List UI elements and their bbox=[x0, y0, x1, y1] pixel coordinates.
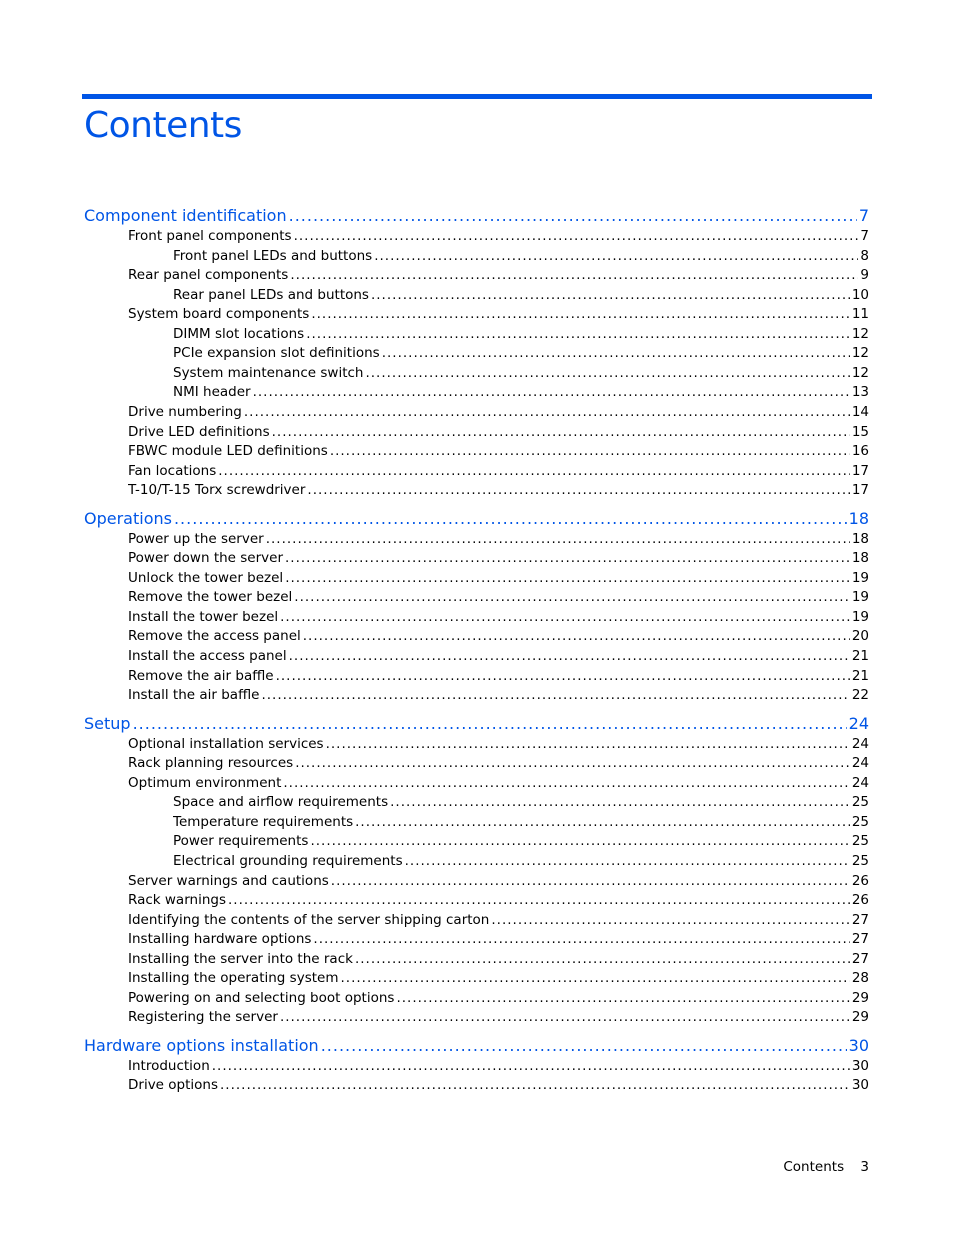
toc-entry-page: 26 bbox=[851, 892, 869, 909]
toc-section-entry[interactable] bbox=[84, 714, 869, 734]
toc-entry-page: 25 bbox=[851, 852, 869, 869]
toc-entry[interactable] bbox=[128, 1057, 869, 1075]
toc-dot-leader bbox=[174, 509, 847, 529]
toc-entry-label: Temperature requirements bbox=[173, 813, 354, 830]
toc-entry-page: 24 bbox=[851, 735, 869, 752]
toc-entry-page: 25 bbox=[851, 794, 869, 811]
top-rule bbox=[82, 94, 872, 99]
toc-dot-leader bbox=[331, 872, 850, 890]
toc-entry[interactable] bbox=[128, 403, 869, 421]
toc-entry-label: FBWC module LED definitions bbox=[128, 443, 328, 460]
toc-entry[interactable] bbox=[128, 608, 869, 626]
toc-entry-label: Fan locations bbox=[128, 462, 217, 479]
toc-dot-leader bbox=[321, 1036, 847, 1056]
toc-dot-leader bbox=[280, 1008, 850, 1026]
toc-entry[interactable] bbox=[128, 774, 869, 792]
toc-entry-label: NMI header bbox=[173, 384, 251, 401]
toc-entry-label: Remove the tower bezel bbox=[128, 589, 293, 606]
toc-dot-leader bbox=[290, 266, 858, 284]
toc-entry-label: Electrical grounding requirements bbox=[173, 852, 403, 869]
toc-entry-page: 21 bbox=[851, 667, 869, 684]
page-footer bbox=[783, 1158, 869, 1176]
toc-entry-page: 28 bbox=[851, 970, 869, 987]
toc-entry-label: PCIe expansion slot definitions bbox=[173, 345, 380, 362]
toc-entry-label: Drive options bbox=[128, 1077, 219, 1094]
toc-entry-label: Power up the server bbox=[128, 530, 264, 547]
toc-entry-label: DIMM slot locations bbox=[173, 325, 305, 342]
toc-entry-page: 19 bbox=[851, 608, 869, 625]
toc-entry[interactable] bbox=[173, 364, 869, 382]
toc-entry[interactable] bbox=[128, 686, 869, 704]
toc-dot-leader bbox=[289, 206, 857, 226]
toc-entry-label: Installing the server into the rack bbox=[128, 950, 353, 967]
toc-dot-leader bbox=[491, 911, 849, 929]
toc-entry-label: Unlock the tower bezel bbox=[128, 569, 284, 586]
toc-dot-leader bbox=[311, 305, 849, 323]
toc-dot-leader bbox=[355, 950, 850, 968]
toc-entry[interactable] bbox=[128, 667, 869, 685]
toc-entry-page: 24 bbox=[851, 755, 869, 772]
toc-dot-leader bbox=[212, 1057, 850, 1075]
toc-entry-page: 27 bbox=[851, 911, 869, 928]
toc-entry-page: 8 bbox=[860, 247, 869, 264]
toc-dot-leader bbox=[340, 969, 849, 987]
toc-dot-leader bbox=[228, 891, 850, 909]
toc-entry[interactable] bbox=[173, 286, 869, 304]
toc-entry[interactable] bbox=[128, 647, 869, 665]
toc-section-entry[interactable] bbox=[84, 1036, 869, 1056]
toc-entry-label: T-10/T-15 Torx screwdriver bbox=[128, 482, 306, 499]
toc-entry-label: Install the access panel bbox=[128, 648, 287, 664]
toc-dot-leader bbox=[280, 608, 850, 626]
toc-entry-page: 10 bbox=[851, 286, 869, 303]
toc-entry[interactable] bbox=[173, 832, 869, 850]
toc-entry-page: 19 bbox=[851, 589, 869, 606]
toc-entry-page: 27 bbox=[851, 931, 869, 948]
toc-entry[interactable] bbox=[128, 462, 869, 480]
toc-entry-page: 24 bbox=[851, 774, 869, 791]
toc-dot-leader bbox=[310, 832, 849, 850]
toc-entry-label: Installing hardware options bbox=[128, 931, 312, 948]
toc-dot-leader bbox=[382, 344, 850, 362]
toc-entry[interactable] bbox=[128, 481, 869, 499]
toc-dot-leader bbox=[244, 403, 850, 421]
toc-entry-label: Drive numbering bbox=[128, 403, 242, 420]
toc-entry-page: 25 bbox=[851, 813, 869, 830]
toc-entry[interactable] bbox=[128, 549, 869, 567]
toc-dot-leader bbox=[261, 686, 849, 704]
toc-entry[interactable] bbox=[128, 930, 869, 948]
toc-entry-label: Hardware options installation bbox=[84, 1035, 319, 1055]
toc-entry-page: 18 bbox=[851, 550, 869, 567]
toc-entry[interactable] bbox=[128, 872, 869, 890]
toc-entry-label: Optimum environment bbox=[128, 774, 282, 791]
toc-entry-page: 30 bbox=[851, 1057, 869, 1074]
toc-dot-leader bbox=[390, 793, 850, 811]
toc-entry[interactable] bbox=[173, 793, 869, 811]
toc-entry-page: 19 bbox=[851, 569, 869, 586]
toc-entry-page: 15 bbox=[851, 423, 869, 440]
toc-dot-leader bbox=[365, 364, 849, 382]
toc-dot-leader bbox=[285, 549, 850, 567]
toc-entry[interactable] bbox=[173, 247, 869, 265]
toc-dot-leader bbox=[285, 569, 850, 587]
toc-dot-leader bbox=[276, 667, 850, 685]
toc-dot-leader bbox=[355, 813, 850, 831]
toc-entry-label: Front panel components bbox=[128, 228, 292, 244]
toc-entry-page: 24 bbox=[848, 713, 869, 733]
toc-entry-page: 29 bbox=[851, 989, 869, 1006]
toc-entry-label: Install the air baffle bbox=[128, 687, 260, 704]
toc-dot-leader bbox=[396, 989, 849, 1007]
toc-entry[interactable] bbox=[128, 423, 869, 441]
toc-entry-page: 17 bbox=[851, 462, 869, 479]
toc-entry-page: 13 bbox=[851, 384, 869, 401]
toc-entry[interactable] bbox=[128, 569, 869, 587]
toc-entry-label: Identifying the contents of the server shipping carton bbox=[128, 911, 490, 928]
toc-entry-label: Powering on and selecting boot options bbox=[128, 989, 395, 1006]
toc-section-entry[interactable] bbox=[84, 206, 869, 226]
toc-entry-label: Power requirements bbox=[173, 833, 309, 850]
toc-entry-label: Rack warnings bbox=[128, 892, 226, 909]
toc-entry-label: Front panel LEDs and buttons bbox=[173, 247, 373, 264]
toc-entry[interactable] bbox=[128, 735, 869, 753]
toc-entry[interactable] bbox=[128, 627, 869, 645]
toc-entry[interactable] bbox=[128, 266, 869, 284]
toc-dot-leader bbox=[220, 1076, 850, 1094]
toc-entry-page: 9 bbox=[860, 267, 869, 284]
toc-entry-label: Operations bbox=[84, 508, 172, 528]
toc-entry-label: Component identification bbox=[84, 206, 287, 225]
toc-entry[interactable] bbox=[173, 325, 869, 343]
toc-dot-leader bbox=[218, 462, 850, 480]
toc-dot-leader bbox=[374, 247, 858, 265]
toc-dot-leader bbox=[306, 325, 850, 343]
toc-entry-label: Space and airflow requirements bbox=[173, 794, 389, 811]
toc-dot-leader bbox=[266, 530, 850, 548]
toc-entry[interactable] bbox=[128, 442, 869, 460]
toc-entry[interactable] bbox=[173, 813, 869, 831]
toc-entry[interactable] bbox=[128, 305, 869, 323]
toc-entry-label: Remove the air baffle bbox=[128, 667, 274, 684]
toc-entry-label: Power down the server bbox=[128, 550, 284, 567]
toc-dot-leader bbox=[326, 735, 850, 753]
toc-entry-label: Optional installation services bbox=[128, 735, 324, 752]
toc-entry-page: 11 bbox=[851, 306, 869, 323]
toc-entry[interactable] bbox=[128, 588, 869, 606]
toc-entry[interactable] bbox=[128, 754, 869, 772]
footer-page-number: 3 bbox=[860, 1159, 869, 1175]
toc-entry[interactable] bbox=[128, 911, 869, 929]
toc-entry-label: System maintenance switch bbox=[173, 364, 364, 381]
toc-entry[interactable] bbox=[128, 227, 869, 245]
toc-entry-page: 16 bbox=[851, 443, 869, 460]
toc-entry-label: Install the tower bezel bbox=[128, 608, 279, 625]
toc-dot-leader bbox=[294, 588, 850, 606]
toc-entry-page: 17 bbox=[851, 482, 869, 499]
toc-entry-page: 30 bbox=[851, 1077, 869, 1094]
toc-entry-page: 18 bbox=[848, 508, 869, 528]
toc-dot-leader bbox=[133, 714, 847, 734]
toc-dot-leader bbox=[253, 383, 850, 401]
toc-dot-leader bbox=[371, 286, 850, 304]
toc-dot-leader bbox=[303, 627, 850, 645]
toc-dot-leader bbox=[295, 754, 850, 772]
toc-entry[interactable] bbox=[128, 530, 869, 548]
footer-section: Contents bbox=[783, 1159, 845, 1175]
toc-dot-leader bbox=[272, 423, 850, 441]
toc-entry-page: 7 bbox=[860, 228, 869, 244]
toc-entry-label: Rack planning resources bbox=[128, 755, 294, 772]
page-title: Contents bbox=[84, 105, 242, 146]
toc-entry-page: 7 bbox=[858, 206, 869, 225]
toc-entry[interactable] bbox=[128, 1076, 869, 1094]
toc-entry[interactable] bbox=[173, 383, 869, 401]
toc-entry-page: 30 bbox=[848, 1035, 869, 1055]
toc-entry-label: Rear panel components bbox=[128, 267, 289, 284]
toc-entry-label: Installing the operating system bbox=[128, 970, 339, 987]
toc-entry[interactable] bbox=[173, 852, 869, 870]
toc-dot-leader bbox=[294, 227, 859, 245]
toc-entry[interactable] bbox=[173, 344, 869, 362]
toc-entry-label: Drive LED definitions bbox=[128, 423, 270, 440]
toc-entry-label: Registering the server bbox=[128, 1009, 278, 1026]
toc-entry[interactable] bbox=[128, 891, 869, 909]
toc-entry-page: 14 bbox=[851, 403, 869, 420]
toc-section-entry[interactable] bbox=[84, 509, 869, 529]
toc-entry-label: Rear panel LEDs and buttons bbox=[173, 286, 369, 303]
toc-dot-leader bbox=[283, 774, 849, 792]
toc-entry[interactable] bbox=[128, 969, 869, 987]
toc-entry-label: Setup bbox=[84, 713, 131, 733]
toc-entry-label: Introduction bbox=[128, 1057, 210, 1074]
toc-entry-page: 20 bbox=[851, 628, 869, 645]
toc-entry-page: 12 bbox=[851, 325, 869, 342]
toc-dot-leader bbox=[313, 930, 849, 948]
toc-entry-page: 29 bbox=[851, 1009, 869, 1026]
toc-entry-page: 25 bbox=[851, 833, 869, 850]
toc-entry-page: 12 bbox=[851, 364, 869, 381]
toc-entry-page: 12 bbox=[851, 345, 869, 362]
toc-dot-leader bbox=[405, 852, 850, 870]
toc-dot-leader bbox=[307, 481, 849, 499]
toc-entry-label: Remove the access panel bbox=[128, 628, 301, 645]
toc-entry-page: 18 bbox=[851, 530, 869, 547]
toc-entry-page: 22 bbox=[851, 687, 869, 704]
toc-dot-leader bbox=[289, 647, 850, 665]
toc-dot-leader bbox=[330, 442, 850, 460]
toc-entry-page: 26 bbox=[851, 872, 869, 889]
toc-entry[interactable] bbox=[128, 989, 869, 1007]
toc-entry-page: 21 bbox=[851, 648, 869, 664]
toc-entry[interactable] bbox=[128, 950, 869, 968]
toc-entry[interactable] bbox=[128, 1008, 869, 1026]
toc-entry-label: System board components bbox=[128, 306, 310, 323]
toc-entry-page: 27 bbox=[851, 950, 869, 967]
toc-entry-label: Server warnings and cautions bbox=[128, 872, 329, 889]
